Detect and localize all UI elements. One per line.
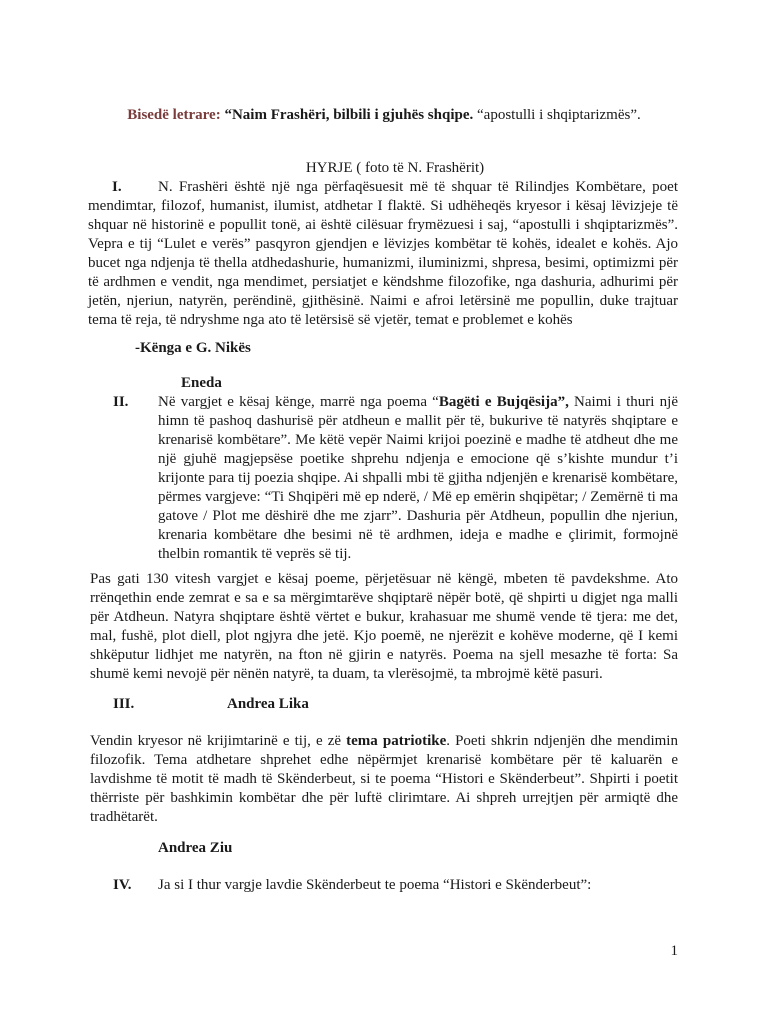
section2-paragraph [158, 393, 678, 564]
intro-numeral: I. [112, 179, 122, 195]
intro-indent [88, 178, 158, 197]
section3-bold: tema patriotike [346, 733, 447, 749]
section3-heading [0, 695, 768, 714]
section2-numeral: II. [113, 394, 129, 410]
presenter-ziu: Andrea Ziu [158, 840, 233, 856]
section3-text-before: Vendin kryesor në krijimtarinë e tij, e zë [90, 733, 347, 749]
presenter-lika: Andrea Lika [227, 696, 309, 712]
title-rest: “apostulli i shqiptarizmës”. [473, 107, 641, 123]
title-lead: Bisedë letrare [127, 107, 216, 123]
intro-paragraph [88, 178, 678, 330]
section3-paragraph [90, 732, 678, 827]
section2-text-before: Në vargjet e kësaj kënge, marrë nga poema “ [158, 394, 439, 410]
section2-text-after: Naimi i thuri një himn të pashoq dashurisë për atdheun e mallit për të, bukurive të natyrës shqiptare e krenarisë kombëtare”. Me këtë vepër Naimi krijoi poezinë e madhe të atdheut dhe me një gjuhë magjepsëse poetike shprehu ndjenja e emocione që s’kishte mundur t’i krijonte para tij poezia shqipe. Ai shpalli mbi të gjitha ndjenjën e krenarisë kombëtare, përmes vargjeve: “Ti Shqipëri më ep nderë, / Më ep emërin shqipëtar; / Zemërnë ti ma gatove / Plot me dëshirë dhe me zjarr”. Dashuria për Atdheun, popullin dhe njeriun, krenaria kombëtare dhe besimi në të ardhmen, ideja e madhe e çlirimit, formojnë thelbin romantik të veprës së tij. [158, 394, 678, 562]
document-title [0, 106, 768, 125]
song-heading: -Kënga e G. Nikës [135, 340, 251, 356]
title-colon: : [215, 107, 225, 123]
intro-heading: HYRJE ( foto të N. Frashërit) [305, 160, 485, 176]
presenter-eneda: Eneda [181, 375, 222, 391]
section3-text-after: . Poeti shkrin ndjenjën dhe mendimin filozofik. Tema atdhetare shprehet edhe nëpërmjet krenarisë kombëtare për të kaluarën e lavdishme të motit të madh të Skënderbeut, si te poema “Histori e Skënderbeut”. Shpirti i poetit thërriste për bashkimin kombëtar dhe për luftë clirimtare. Ai shpreh urrejtjen për armiqtë dhe tradhëtarët. [90, 733, 678, 825]
section3-numeral: III. [113, 696, 135, 712]
intro-text: N. Frashëri është një nga përfaqësuesit më të shquar të Rilindjes Kombëtare, poet mendimtar, filozof, humanist, ilumist, atdhetar I flaktë. Si udhëheqës kryesor i kësaj lëvizjeje të shquar në historinë e popullit tonë, ai është cilësuar frymëzuesi i saj, “apostulli i shqiptarizmës”. Vepra e tij “Lulet e verës” pasqyron gjendjen e lëvizjes kombëtar të kohës, idealet e kohës. Ajo bucet nga ndjenja të thella atdhedashurie, humanizmi, iluminizmi, shpresa, besimi, optimizmi për të ardhmen e vendit, nga mendimet, persiatjet e këndshme filozofike, nga dashuria, adhurimi për jetën, njeriun, natyrën, perëndinë, gjithësinë. Naimi e afroi letërsinë me popullin, duke trajtuar tema të reja, të ndryshme nga ato të letërsisë së vjetër, temat e problemet e kohës [88, 179, 678, 328]
section4-numeral: IV. [113, 877, 132, 893]
title-name: “Naim Frashëri, bilbili i gjuhës shqipe. [224, 107, 474, 123]
page-number: 1 [670, 943, 678, 959]
section4-paragraph: Ja si I thur vargje lavdie Skënderbeut te poema “Histori e Skënderbeut”: [158, 877, 592, 893]
poem-title: Bagëti e Bujqësija”, [438, 394, 569, 410]
section2-paragraph-2: Pas gati 130 vitesh vargjet e kësaj poeme, përjetësuar në këngë, mbeten të pavdekshme. Ato rrënqethin ende zemrat e sa e sa mërgimtarëve shqiptarë nëpër botë, që shpirti u digjet nga malli për Atdheun. Natyra shqiptare është vërtet e bukur, krahasuar me shumë vende të tjera: me det, mal, fushë, plot diell, plot ngjyra dhe jetë. Kjo poemë, ne njerëzit e kohëve moderne, që I kemi shkëputur lidhjet me natyrën, na fton në gjirin e natyrës. Poema na sjell mesazhe të forta: Sa shumë kemi nevojë për nënën natyrë, ta duam, ta vlerësojmë, ta mbrojmë këtë pasuri. [90, 571, 678, 682]
